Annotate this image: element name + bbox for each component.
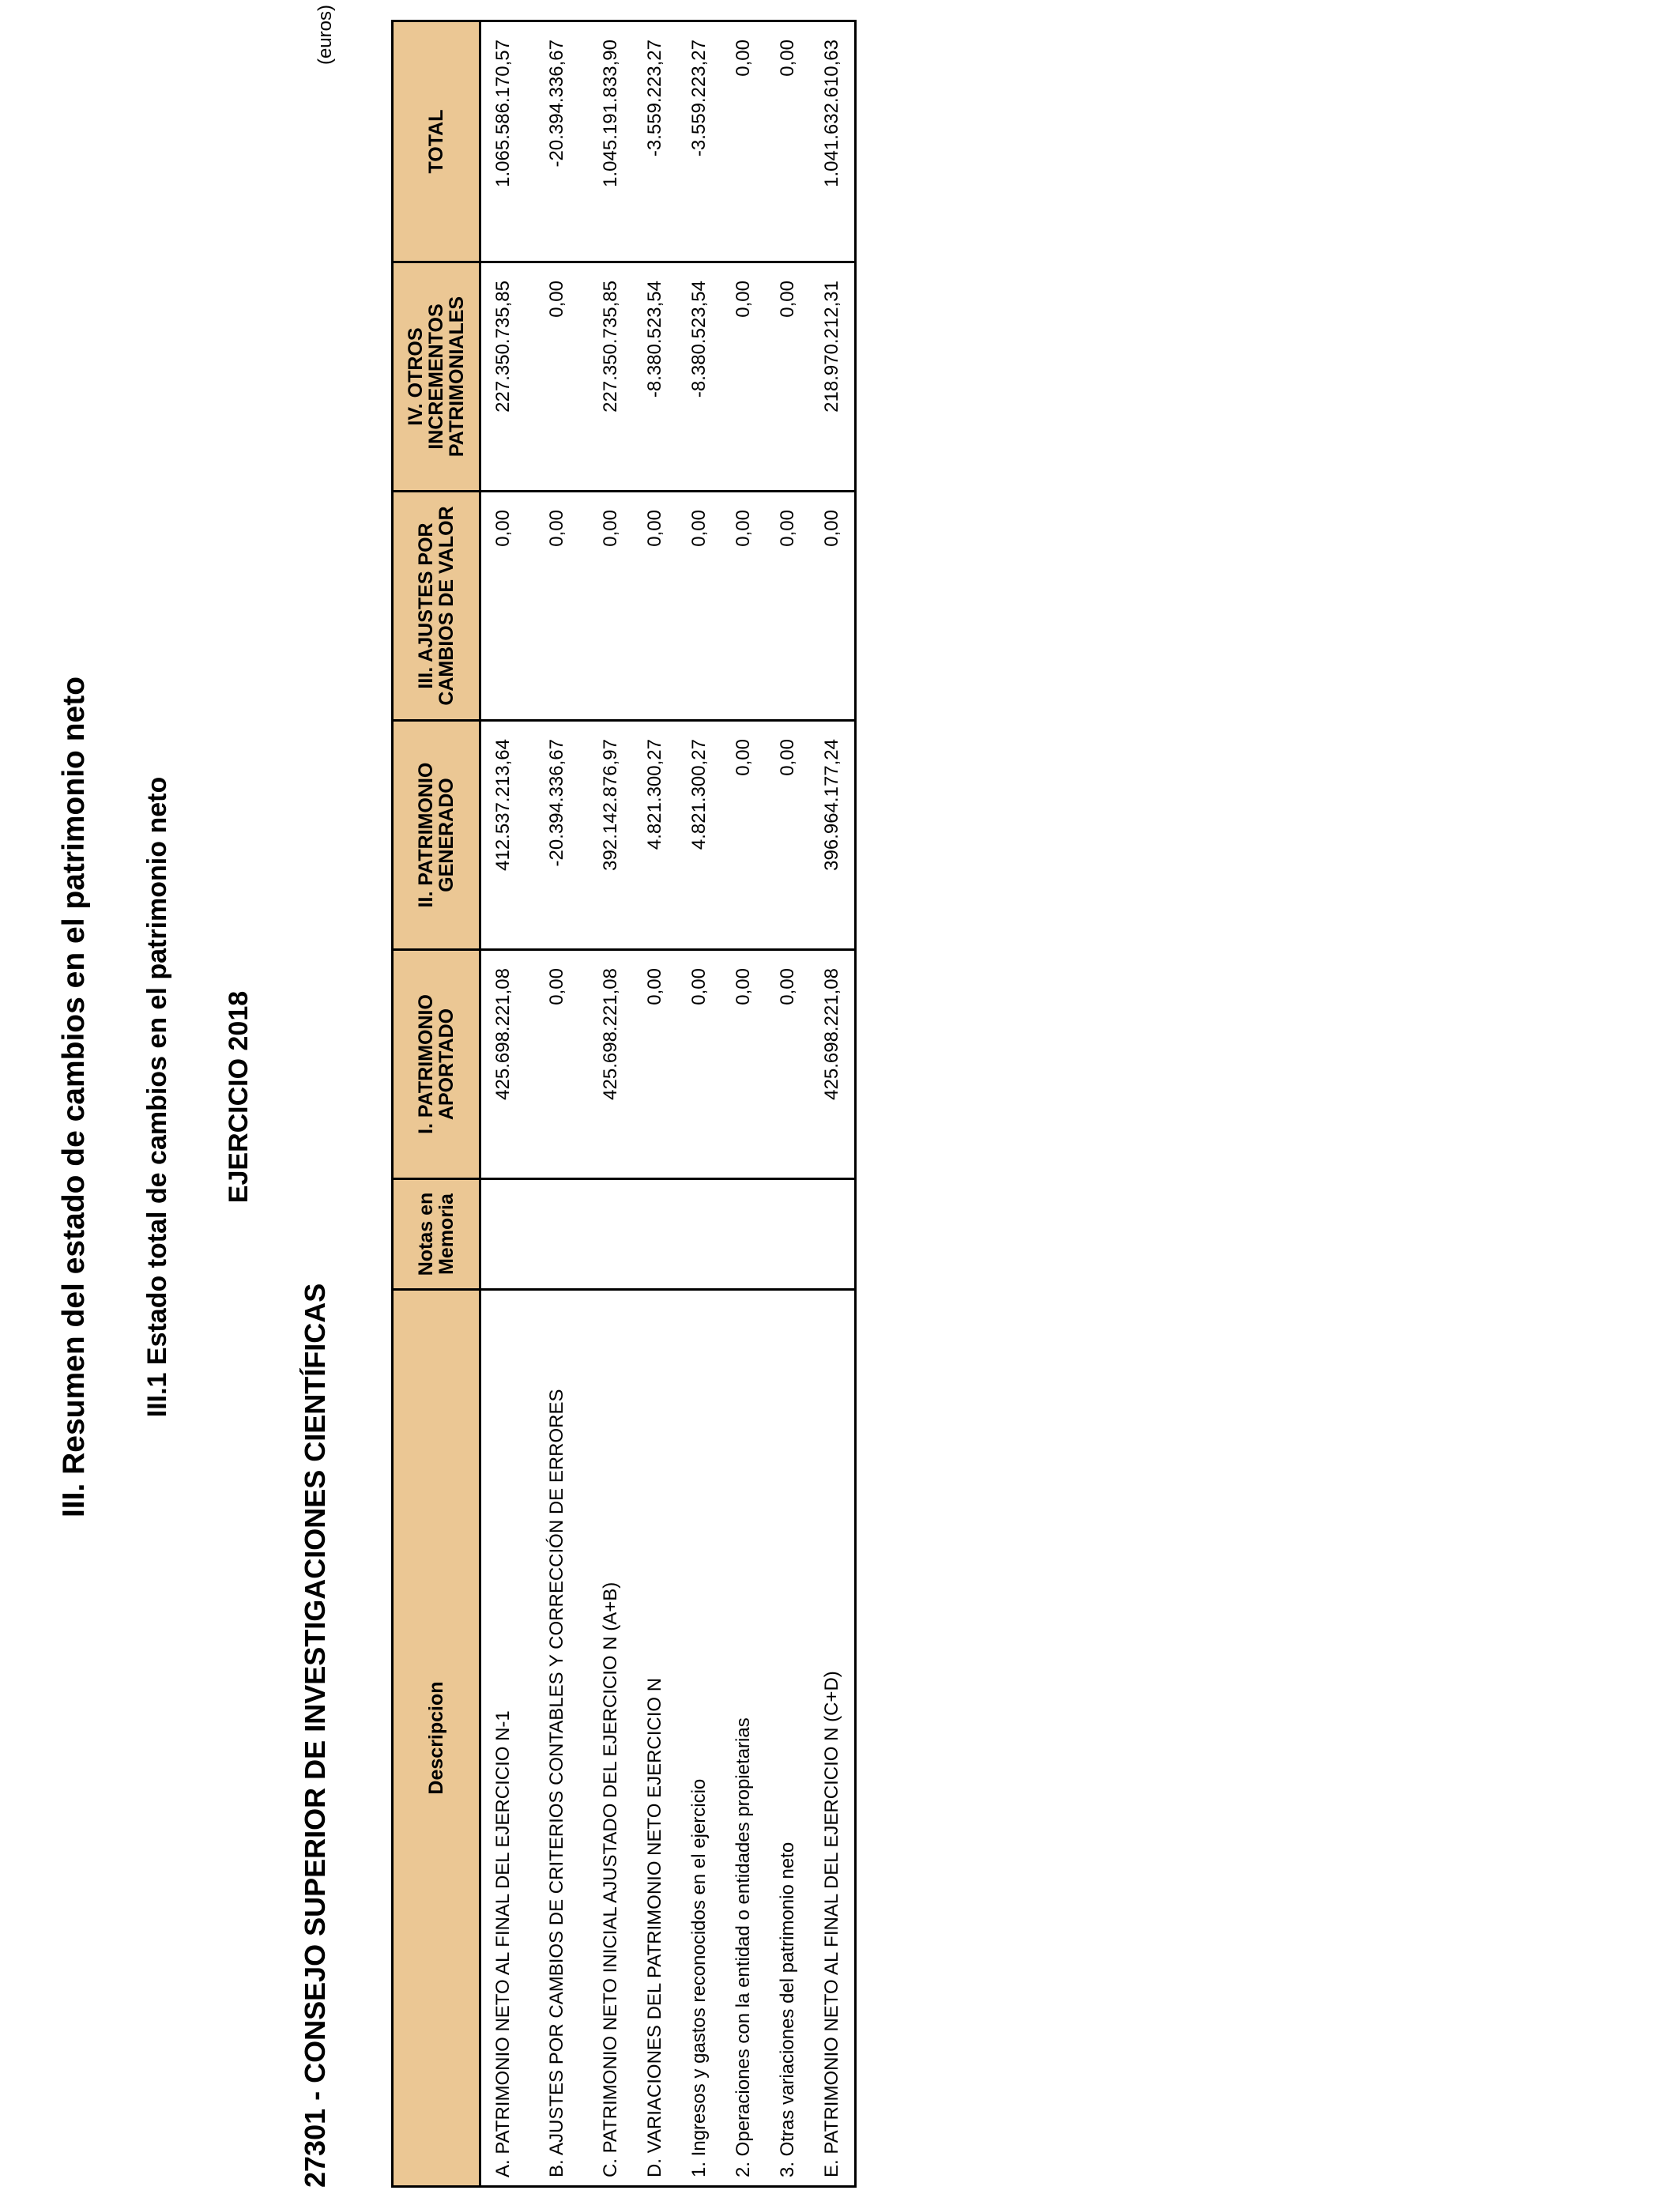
row-otros: 218.970.212,31 [810, 262, 856, 492]
table-row [721, 21, 766, 2187]
row-generado: 4.821.300,27 [677, 721, 721, 950]
row-otros: -8.380.523,54 [677, 262, 721, 492]
row-notas [589, 1179, 633, 1290]
sub-title: III.1 Estado total de cambios en el patrimonio neto [142, 776, 172, 1418]
row-total: 1.041.632.610,63 [810, 21, 856, 262]
row-ajustes: 0,00 [589, 492, 633, 721]
row-aportado: 0,00 [677, 950, 721, 1179]
row-otros: 0,00 [721, 262, 766, 492]
entity-title: 27301 - CONSEJO SUPERIOR DE INVESTIGACIONES CIENTÍFICAS [299, 1283, 331, 2188]
row-aportado: 425.698.221,08 [810, 950, 856, 1179]
row-notas [480, 1179, 526, 1290]
header-ajustes-valor: III. AJUSTES POR CAMBIOS DE VALOR [393, 492, 480, 721]
table-row [525, 21, 589, 2187]
table-row [633, 21, 677, 2187]
header-descripcion: Descripcion [393, 1290, 480, 2187]
row-notas [721, 1179, 766, 1290]
unit-label: (euros) [315, 5, 336, 66]
row-generado: 396.964.177,24 [810, 721, 856, 950]
row-ajustes: 0,00 [677, 492, 721, 721]
table-row [810, 21, 856, 2187]
row-descripcion: 2. Operaciones con la entidad o entidades propietarias [721, 1290, 766, 2187]
row-notas [766, 1179, 810, 1290]
table-row [677, 21, 721, 2187]
row-otros: -8.380.523,54 [633, 262, 677, 492]
row-descripcion: B. AJUSTES POR CAMBIOS DE CRITERIOS CONTABLES Y CORRECCIÓN DE ERRORES [525, 1290, 589, 2187]
row-aportado: 0,00 [633, 950, 677, 1179]
row-ajustes: 0,00 [721, 492, 766, 721]
exercise-title: EJERCICIO 2018 [224, 990, 254, 1204]
row-descripcion: 1. Ingresos y gastos reconocidos en el ejercicio [677, 1290, 721, 2187]
row-descripcion: 3. Otras variaciones del patrimonio neto [766, 1290, 810, 2187]
header-patrimonio-aportado: I. PATRIMONIO APORTADO [393, 950, 480, 1179]
row-descripcion: C. PATRIMONIO NETO INICIAL AJUSTADO DEL EJERCICIO N (A+B) [589, 1290, 633, 2187]
row-descripcion: A. PATRIMONIO NETO AL FINAL DEL EJERCICIO N-1 [480, 1290, 526, 2187]
header-notas: Notas en Memoria [393, 1179, 480, 1290]
row-otros: 227.350.735,85 [480, 262, 526, 492]
row-total: 0,00 [721, 21, 766, 262]
row-total: 1.045.191.833,90 [589, 21, 633, 262]
row-notas [677, 1179, 721, 1290]
row-otros: 0,00 [766, 262, 810, 492]
row-aportado: 425.698.221,08 [480, 950, 526, 1179]
row-aportado: 0,00 [525, 950, 589, 1179]
row-aportado: 0,00 [766, 950, 810, 1179]
row-total: -3.559.223,27 [677, 21, 721, 262]
row-descripcion: E. PATRIMONIO NETO AL FINAL DEL EJERCICIO N (C+D) [810, 1290, 856, 2187]
row-ajustes: 0,00 [525, 492, 589, 721]
row-ajustes: 0,00 [810, 492, 856, 721]
table-row [766, 21, 810, 2187]
row-generado: -20.394.336,67 [525, 721, 589, 950]
row-generado: 392.142.876,97 [589, 721, 633, 950]
row-generado: 4.821.300,27 [633, 721, 677, 950]
row-generado: 0,00 [766, 721, 810, 950]
row-notas [633, 1179, 677, 1290]
row-otros: 0,00 [525, 262, 589, 492]
row-generado: 0,00 [721, 721, 766, 950]
row-aportado: 425.698.221,08 [589, 950, 633, 1179]
row-total: -3.559.223,27 [633, 21, 677, 262]
row-ajustes: 0,00 [480, 492, 526, 721]
row-descripcion: D. VARIACIONES DEL PATRIMONIO NETO EJERCICIO N [633, 1290, 677, 2187]
row-total: 0,00 [766, 21, 810, 262]
row-ajustes: 0,00 [766, 492, 810, 721]
table-row [480, 21, 526, 2187]
patrimonio-table [391, 22, 857, 2188]
main-title: III. Resumen del estado de cambios en el patrimonio neto [57, 676, 91, 1518]
header-total: TOTAL [393, 21, 480, 262]
row-ajustes: 0,00 [633, 492, 677, 721]
row-aportado: 0,00 [721, 950, 766, 1179]
table-row [589, 21, 633, 2187]
header-otros-incrementos: IV. OTROS INCREMENTOS PATRIMONIALES [393, 262, 480, 492]
row-otros: 227.350.735,85 [589, 262, 633, 492]
row-total: -20.394.336,67 [525, 21, 589, 262]
row-notas [810, 1179, 856, 1290]
table-header-row [393, 21, 480, 2187]
row-total: 1.065.586.170,57 [480, 21, 526, 262]
row-notas [525, 1179, 589, 1290]
row-generado: 412.537.213,64 [480, 721, 526, 950]
header-patrimonio-generado: II. PATRIMONIO GENERADO [393, 721, 480, 950]
